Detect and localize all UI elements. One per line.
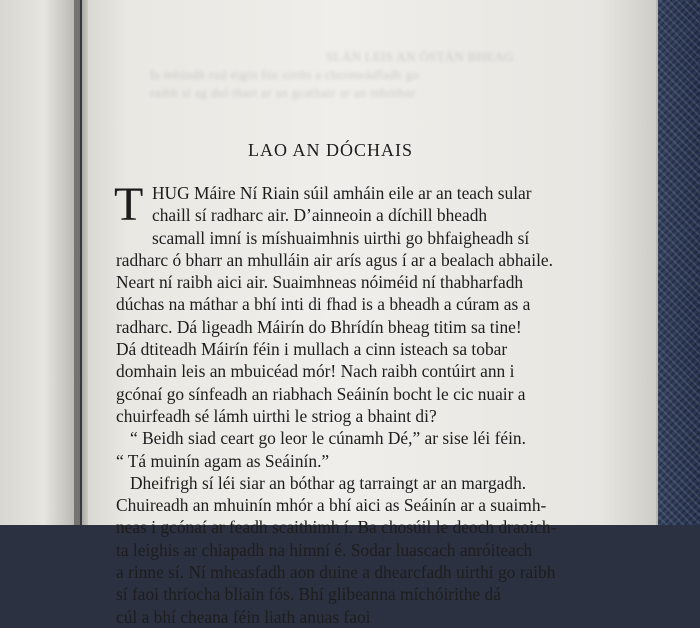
text-line: a rinne sí. Ní mheasfadh aon duine a dhearcfadh uirthi go raibh bbox=[116, 562, 556, 583]
text-line: Chuireadh an mhuinín mhór a bhí aici as Seáinín ar a suaimh- bbox=[116, 495, 547, 516]
text-line: Dheifrigh sí léi siar an bóthar ag tarraingt ar an margadh. bbox=[130, 472, 527, 493]
book-spine-shadow bbox=[74, 0, 88, 525]
text-line: “ Beidh siad ceart go leor le cúnamh Dé,” ar sise léi féin. bbox=[130, 428, 526, 449]
text-line: sí faoi thríocha bliain fós. Bhí glibeanna míchóirithe dá bbox=[116, 584, 501, 605]
text-line: dúchas na máthar a bhí inti di fhad is a bheadh a cúram as a bbox=[116, 294, 531, 315]
text-line: chaill sí radharc air. D’ainneoin a díchill bheadh bbox=[152, 205, 488, 226]
left-page-edge bbox=[0, 0, 80, 525]
chapter-title: LAO AN DÓCHAIS bbox=[248, 140, 414, 160]
text-line: radharc ó bharr an mhulláin air arís agus í ar a bealach abhaile. bbox=[116, 249, 553, 270]
ghost-line: SLÁN LEIS AN ÓSTÁN BHEAG bbox=[326, 49, 514, 64]
text-line: radharc. Dá ligeadh Máirín do Bhrídín bheag titim sa tine! bbox=[116, 316, 522, 337]
text-line: Dá dtiteadh Máirín féin i mullach a cinn isteach sa tobar bbox=[116, 339, 508, 360]
text-line: Neart ní raibh aici air. Suaimhneas nóiméid ní thabharfadh bbox=[116, 272, 524, 293]
text-line: neas i gcónaí ar feadh scaithimh í. Ba chosúil le deoch draoich- bbox=[116, 517, 557, 538]
drop-cap: T bbox=[114, 178, 144, 231]
text-line: domhain leis an mbuicéad mór! Nach raibh contúirt ann i bbox=[116, 361, 515, 382]
text-line: chuirfeadh sé lámh uirthi le striog a bhaint di? bbox=[116, 405, 437, 426]
ghost-line: raibh sí ag dul thart ar an gcathair ar an mbóthar bbox=[150, 85, 416, 100]
text-line: ta leighis ar chiapadh na himní é. Sodar luascach anróiteach bbox=[116, 539, 533, 560]
text-line: “ Tá muinín agam as Seáinín.” bbox=[116, 450, 330, 471]
text-line: gcónaí go sínfeadh an riabhach Seáinín bocht le cic nuair a bbox=[116, 383, 526, 404]
text-line: HUG Máire Ní Riain súil amháin eile ar an teach sular bbox=[152, 183, 532, 203]
body-text bbox=[114, 178, 650, 628]
text-line: scamall imní is míshuaimhnis uirthi go bhfaigheadh sí bbox=[152, 227, 530, 248]
ghost-line: Is mbíodh rud éigin fós uirthi a choimeádfadh go bbox=[150, 67, 420, 82]
bleed-through-text bbox=[150, 48, 630, 102]
text-line: cúl a bhí cheana féin liath anuas faoi bbox=[116, 606, 371, 627]
